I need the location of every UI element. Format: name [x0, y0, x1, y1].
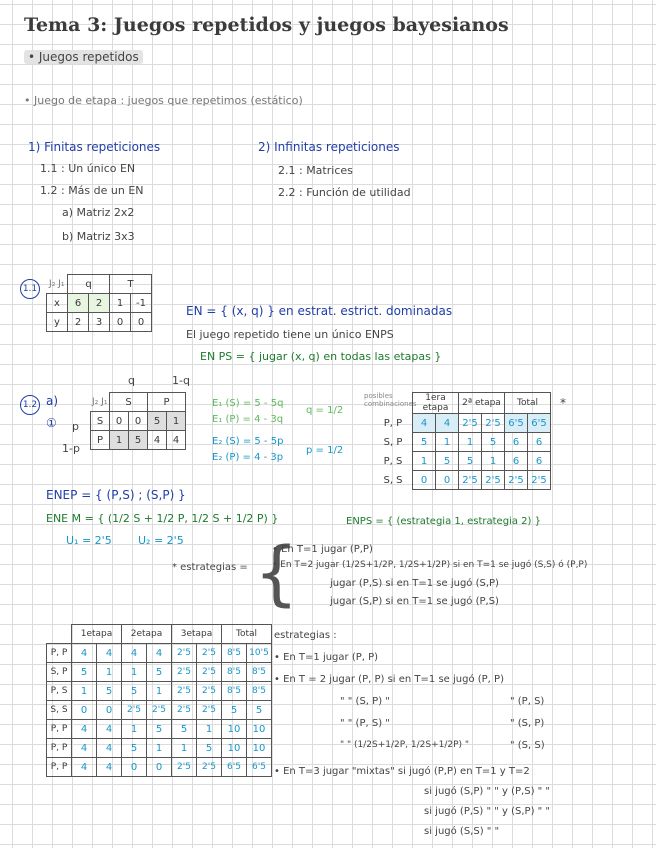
table-row: P, S 1 5 5 1 2'5 2'5 8'5 8'5 — [47, 682, 272, 701]
payoff-cell: 6 — [68, 294, 89, 313]
prob-p-label: p — [72, 420, 79, 433]
badge-1-1: 1.1 — [20, 279, 40, 299]
payoff-cell: 2 — [68, 313, 89, 332]
header-stage-2: 2ª etapa — [459, 393, 505, 414]
page-title: Tema 3: Juegos repetidos y juegos bayesianos — [24, 14, 509, 36]
section-infinite-head: 2) Infinitas repeticiones — [258, 140, 400, 154]
q-result: q = 1/2 — [306, 405, 344, 416]
strategies2-line1: • En T=1 jugar (P, P) — [274, 652, 379, 663]
strategies1-line3: jugar (P,S) si en T=1 se jugó (S,P) — [330, 578, 499, 589]
matrix-corner: J₂ J₁ — [49, 279, 65, 290]
subtitle-text: • Juegos repetidos — [24, 50, 143, 64]
example-1-1-badge — [20, 276, 40, 299]
prob-1-p-label: 1-p — [62, 442, 80, 455]
table2-star: * — [560, 396, 566, 410]
utility-2: U₂ = 2'5 — [138, 534, 184, 547]
stage-game-definition: • Juego de etapa : juegos que repetimos (estático) — [24, 94, 303, 107]
table-row: S, P 5 1 1 5 6 6 — [374, 433, 551, 452]
finite-item-a: a) Matriz 2x2 — [62, 206, 135, 219]
row-header-x: x — [47, 294, 68, 313]
p-result: p = 1/2 — [306, 445, 344, 456]
table-row: P, P 4 4 2'5 2'5 6'5 6'5 — [374, 414, 551, 433]
table-row: P, P 4 4 4 4 2'5 2'5 8'5 10'5 — [47, 644, 272, 663]
section-finite-head: 1) Finitas repeticiones — [28, 140, 161, 154]
strategies2-line9: si jugó (S,S) " " — [424, 826, 500, 837]
payoff-cell: -1 — [131, 294, 152, 313]
table2-corner: posibles combinaciones — [364, 392, 417, 408]
game-matrix-1-1 — [46, 274, 152, 332]
table-row: S, S 0 0 2'5 2'5 2'5 2'5 5 5 — [47, 701, 272, 720]
strategies1-line1: • En T=1 jugar (P,P) — [272, 544, 373, 555]
strategies2-line4b: " (S, P) — [510, 718, 545, 729]
table-row: P, P 4 4 5 1 1 5 10 10 — [47, 739, 272, 758]
enep: ENEP = { (P,S) ; (S,P) } — [46, 488, 186, 502]
payoff-cell: 2 — [89, 294, 110, 313]
payoff-cell: 1 — [110, 431, 129, 450]
strategies2-head: estrategias : — [274, 630, 337, 641]
payoff-cell: 1 — [167, 412, 186, 431]
row-header-p: P — [91, 431, 110, 450]
payoff-cell: 0 — [110, 412, 129, 431]
infinite-item-1: 2.1 : Matrices — [278, 164, 353, 177]
table-row: P, S 1 5 5 1 6 6 — [374, 452, 551, 471]
payoff-cell: 0 — [131, 313, 152, 332]
brace: { — [254, 532, 299, 614]
strategies2-line5a: " " (1/2S+1/2P, 1/2S+1/2P) " — [340, 740, 470, 750]
finite-item-2: 1.2 : Más de un EN — [40, 184, 144, 197]
strategies2-line6: • En T=3 jugar "mixtas" si jugó (P,P) en T=1 y T=2 — [274, 766, 530, 777]
ex11-unique: El juego repetido tiene un único ENPS — [186, 328, 394, 341]
strategies2-line7: si jugó (S,P) " " y (P,S) " " — [424, 786, 551, 797]
two-stage-table — [374, 392, 551, 490]
payoff-cell: 4 — [148, 431, 167, 450]
table-row: S, P 5 1 1 5 2'5 2'5 8'5 8'5 — [47, 663, 272, 682]
payoff-cell: 0 — [110, 313, 131, 332]
row-header-y: y — [47, 313, 68, 332]
e1-s: E₁ (S) = 5 - 5q — [212, 398, 284, 409]
enem: ENE M = { (1/2 S + 1/2 P, 1/2 S + 1/2 P) } — [46, 512, 279, 525]
strategies2-line3b: " (P, S) — [510, 696, 545, 707]
e2-p: E₂ (P) = 4 - 3p — [212, 452, 284, 463]
header-stage-1: 1etapa — [72, 625, 122, 644]
header-stage-2: 2etapa — [122, 625, 172, 644]
payoff-cell: 3 — [89, 313, 110, 332]
strategies1-line2: • En T=2 jugar (1/2S+1/2P, 1/2S+1/2P) si en T=1 se jugó (S,S) ó (P,P) — [272, 560, 588, 570]
strategies2-line8: si jugó (P,S) " " y (S,P) " " — [424, 806, 551, 817]
strategies2-line5b: " (S, S) — [510, 740, 545, 751]
finite-item-1: 1.1 : Un único EN — [40, 162, 136, 175]
table-row: P, P 4 4 0 0 2'5 2'5 6'5 6'5 — [47, 758, 272, 777]
example-1-2-badge — [20, 392, 40, 415]
e1-p: E₁ (P) = 4 - 3q — [212, 414, 284, 425]
three-stage-table — [46, 624, 272, 777]
prob-q-label: q — [128, 374, 135, 387]
infinite-item-2: 2.2 : Función de utilidad — [278, 186, 411, 199]
subtitle — [24, 50, 143, 64]
strategies2-line2: • En T = 2 jugar (P, P) si en T=1 se jugó (P, P) — [274, 674, 504, 685]
matrix-corner: J₂ J₁ — [92, 397, 108, 408]
table-row: S, S 0 0 2'5 2'5 2'5 2'5 — [374, 471, 551, 490]
payoff-cell: 0 — [129, 412, 148, 431]
row-header-s: S — [91, 412, 110, 431]
header-total: Total — [505, 393, 551, 414]
finite-item-b: b) Matriz 3x3 — [62, 230, 135, 243]
ex12-enps: ENPS = { (estrategia 1, estrategia 2) } — [346, 516, 541, 527]
col-header-p: P — [148, 393, 186, 412]
strategies2-line3a: " " (S, P) " — [340, 696, 390, 707]
payoff-cell: 5 — [129, 431, 148, 450]
ex11-enps: EN PS = { jugar (x, q) en todas las etapas } — [200, 350, 442, 363]
e2-s: E₂ (S) = 5 - 5p — [212, 436, 284, 447]
badge-1-2: 1.2 — [20, 395, 40, 415]
payoff-cell: 5 — [148, 412, 167, 431]
col-header-s: S — [110, 393, 148, 412]
header-stage-1: 1era etapa — [413, 393, 459, 414]
strategies1-label: * estrategias = — [172, 562, 248, 573]
col-header-q: q — [68, 275, 110, 294]
strategies1-line4: jugar (S,P) si en T=1 se jugó (P,S) — [330, 596, 499, 607]
strategies2-line4a: " " (P, S) " — [340, 718, 390, 729]
ex12-row-number: ① — [46, 416, 57, 430]
header-total: Total — [222, 625, 272, 644]
header-stage-3: 3etapa — [172, 625, 222, 644]
utility-1: U₁ = 2'5 — [66, 534, 112, 547]
prob-1-q-label: 1-q — [172, 374, 190, 387]
col-header-t: T — [110, 275, 152, 294]
ex11-en: EN = { (x, q) } en estrat. estrict. dominadas — [186, 304, 453, 318]
table-row: P, P 4 4 1 5 5 1 10 10 — [47, 720, 272, 739]
payoff-cell: 4 — [167, 431, 186, 450]
ex12-part-a: a) — [46, 394, 59, 408]
game-matrix-1-2 — [90, 392, 186, 450]
payoff-cell: 1 — [110, 294, 131, 313]
